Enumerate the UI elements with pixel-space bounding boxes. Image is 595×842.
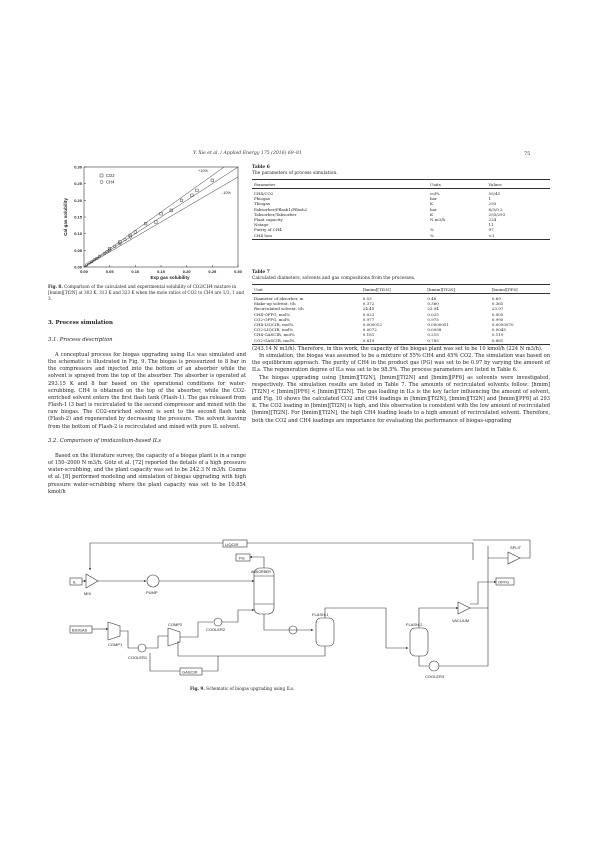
label-offg: OFFG <box>498 579 510 585</box>
table-cell: % <box>429 227 434 233</box>
table-cell: 0.365 <box>491 301 504 307</box>
table-cell: Recirculated solvent, t/h <box>254 306 304 312</box>
absorber-column <box>254 568 274 614</box>
paragraph: Based on the literature survey, the capacity of a biogas plant is in a range of 150–2000 N m3/h. Götz et al. [72] reported the details of a high pressure water-scrubbing, and the plant capacity was set to be 242.3 N m3/h. Cozma et al. [8] performed modeling and simulation of biogas upgrading with high pressure water-scrubbing where the plant capacity was set to be 10.854 kmol/h <box>48 453 246 495</box>
label-liqcir: LIQCIR <box>225 541 239 547</box>
table-cell: CH4-GASCIR, mol% <box>254 332 295 338</box>
legend-co2-label: CO2 <box>106 173 115 178</box>
subsection-3-2-heading: 3.2. Comparison of imidazolium-based ILs <box>48 438 162 444</box>
table-cell: N m3/h <box>429 217 445 223</box>
label-flash1: FLASH-1 <box>312 612 329 617</box>
label-comp2: COMP2 <box>168 622 183 627</box>
label-split: SPLIT <box>510 545 522 550</box>
label-cooler2: COOLER2 <box>206 627 226 632</box>
table-cell: 23.94 <box>427 306 439 312</box>
table-cell: Purity of CH4 <box>254 227 282 233</box>
table-cell: 1 <box>488 196 492 202</box>
y-tick-label: 0.10 <box>74 231 82 237</box>
table-cell: 0.53 <box>362 296 372 302</box>
x-tick-label: 0.30 <box>234 269 242 274</box>
label-il: IL <box>73 579 77 585</box>
table-cell: vol% <box>429 191 440 197</box>
table-cell: 55/45 <box>488 191 501 197</box>
x-tick-label: 0.00 <box>80 269 88 274</box>
table-cell: CO2-LIQCIR, mol% <box>254 327 294 333</box>
table-cell: 0.0072 <box>362 327 377 333</box>
table-cell: 224 <box>488 217 497 223</box>
table-6-header-cell: Values <box>487 180 550 189</box>
table-cell: K <box>429 201 433 207</box>
paragraph: A conceptual process for biogas upgrading using ILs was simulated and the schematic is illustrated in Fig. 9. The biogas is pressurized to 8 bar in the compressors and injected into the bottom of an absorber while the solvent is sprayed from the top of the absorber. The absorber is operated at 293.15 K and 8 bar based on the operational conditions for water-scrubbing. CH4 is obtained on the top of the absorber, while the CO2-enriched solvent enters the first flash tank (Flash-1). The gas released from Flash-1 (3 bar) is recirculated to the second compressor and mixed with the raw biogas. The CO2-enriched solvent is sent to the second flash tank (Flash-2) and regenerated by decreasing the pressure. The solvent leaving from the bottom of Flash-2 is recirculated and mixed with pure IL solvent. <box>48 352 246 430</box>
y-tick-label: 0.00 <box>74 264 82 270</box>
y-tick-label: 0.30 <box>74 164 82 170</box>
table-cell: 0.977 <box>362 316 375 322</box>
table-cell: 0.023 <box>362 311 375 317</box>
table-cell: Tabsorber/Tabsorber <box>254 211 297 217</box>
table-cell: 23.97 <box>491 306 504 312</box>
table-cell: 0.0000070 <box>491 322 514 328</box>
minus-10-label: -10% <box>222 191 231 195</box>
table-cell: 0.881 <box>490 338 550 345</box>
table-row <box>252 233 550 240</box>
flash-2-vessel <box>410 628 428 656</box>
table-cell: 24.45 <box>362 306 375 312</box>
table-6-label: Table 6 <box>252 165 270 170</box>
x-tick-label: 0.10 <box>131 269 140 274</box>
table-cell: Pbiogas <box>254 196 270 202</box>
table-cell: Diameter of absorber, m <box>254 296 304 302</box>
label-vacuum: VACUUM <box>452 618 470 623</box>
table-cell: bar <box>429 196 437 202</box>
table-7-caption: Calculated diameters, solvents and gas compositions from the processes. <box>252 276 416 281</box>
page-number: 75 <box>524 151 531 157</box>
plus-10-label: +10% <box>198 169 208 173</box>
table-cell: 0.975 <box>427 316 439 322</box>
mix-block <box>86 574 98 588</box>
figure-8-chart <box>60 163 245 281</box>
label-flash2: FLASH-2 <box>406 622 423 627</box>
y-tick-label: 0.25 <box>74 181 82 187</box>
table-cell: CH4-LIQCIR, mol% <box>254 322 294 328</box>
paragraph: The biogas upgrading using [hmim][Tf2N], [bmim][Tf2N] and [bmim][PF6] as solvents were investigated, respectively. The simulation results are listed in Table 7. The amounts of recirculated solvents follow: [hmim][Tf2N] < [bmim][PF6] < [hmim][Tf2N]. The gas loading in ILs is the key factor influencing the amount of solvent, and Fig. 10 shows the calculated CO2 and CH4 loadings in [hmim][Tf2N], [bmim][Tf2N] and [bmim][PF6] at 293 K. The CO2 loading in [bmim][Tf2N] is high, and this observation is consistent with the low amount of recirculated [bmim][Tf2N]. For [bmim][Tf2N], the high CH4 loading leads to a high amount of recirculated solvent. Therefore, both the CO2 and CH4 loadings are importance for evaluating the performance of biogas-upgrading <box>252 374 550 424</box>
section-3-2-body <box>48 453 246 496</box>
table-cell: 0.119 <box>491 332 504 338</box>
table-cell: % <box>428 233 487 240</box>
data-point-co2 <box>196 189 199 192</box>
table-cell: CH4/CO2 <box>254 191 274 197</box>
label-cooler1: COOLER1 <box>128 655 148 660</box>
table-row <box>252 338 550 345</box>
chart-y-axis-label: Cal gas solubility <box>63 198 68 236</box>
table-cell: bar <box>429 206 437 212</box>
table-7-label: Table 7 <box>252 270 270 275</box>
cooler-2-block <box>214 618 222 626</box>
fig9-caption-label: Fig. 9. <box>190 686 205 691</box>
x-tick-label: 0.25 <box>208 269 217 274</box>
table-cell: CO2-GASCIR, mol% <box>252 338 361 345</box>
table-6-title <box>252 165 338 177</box>
table-cell: 0.0000051 <box>427 322 449 328</box>
table-cell: 0.372 <box>362 301 375 307</box>
label-cooler3: COOLER3 <box>425 674 445 679</box>
legend-co2-marker <box>100 174 103 177</box>
table-6-header-cell: Parameter <box>252 180 428 189</box>
table-cell: Pabsorber/Pflash1/Pflash2 <box>254 206 308 212</box>
label-comp1: COMP1 <box>108 642 123 647</box>
section-3-1-body <box>48 352 246 431</box>
chart-x-axis-label: Exp gas solubility <box>150 275 190 280</box>
y-tick-label: 0.20 <box>74 197 82 203</box>
table-7-header-cell: Unit <box>252 285 361 294</box>
table-6-header-cell: Units <box>428 180 487 189</box>
table-7-title <box>252 270 415 282</box>
fig8-caption-text: Comparison of the calculated and experimental solubility of CO2/CH4 mixture in [bmim][Tf2N] at 303 K, 313 K and 323 K when the mole ratios of CO2 to CH4 are 1/3, 1 and 3. <box>48 284 245 301</box>
table-6-caption: The parameters of process simulation. <box>252 171 338 176</box>
legend-ch4-label: CH4 <box>106 179 115 185</box>
data-point-co2 <box>180 199 183 202</box>
table-7-header-cell: [hmim][Tf2N] <box>361 285 426 294</box>
table-row <box>252 189 550 197</box>
right-column-body <box>252 346 550 425</box>
table-row <box>252 294 550 302</box>
label-absorber: ABSORBER <box>251 570 271 574</box>
figure-9-schematic <box>68 538 538 680</box>
table-cell: 293/293 <box>488 211 506 217</box>
x-tick-label: 0.05 <box>105 269 114 274</box>
table-cell: Plant capacity <box>254 217 283 223</box>
reference-line <box>84 177 238 267</box>
table-cell: 8/3/0.2 <box>488 206 503 212</box>
table-7-header-cell: [bmim][PF6] <box>490 285 550 294</box>
comp-1-block <box>108 622 120 640</box>
label-pump: PUMP <box>146 590 158 595</box>
subsection-3-1-heading: 3.1. Process description <box>48 337 113 343</box>
table-cell: Make-up solvent, t/h <box>254 301 296 307</box>
paragraph: (243.14 N m3/h). Therefore, in this work, the capacity of the biogas plant was set to be 10 kmol/h (224 N m3/h). <box>252 346 543 352</box>
table-cell: 0.46 <box>427 296 437 302</box>
table-cell: 0.000012 <box>362 322 382 328</box>
table-cell: 0.0058 <box>427 327 442 333</box>
split-block <box>508 552 520 564</box>
cooler-3-block <box>429 661 439 671</box>
section-3-heading: 3. Process simulation <box>48 320 113 326</box>
journal-header: Y. Xie et al. / Applied Energy 175 (2016) 69–81 <box>193 151 302 156</box>
table-cell: CH4 loss <box>252 233 428 240</box>
figure-8-caption <box>48 284 246 302</box>
table-6 <box>252 179 550 240</box>
table-7-header-cell: [bmim][Tf2N] <box>425 285 490 294</box>
label-mix: MIX <box>84 591 92 596</box>
table-cell: K <box>429 211 433 217</box>
table-cell: 0.360 <box>427 301 439 307</box>
data-point-co2 <box>211 179 214 182</box>
table-cell: 0.025 <box>427 311 439 317</box>
table-cell: 0.215 <box>427 332 439 338</box>
table-cell: 0.69 <box>491 296 501 302</box>
table-7 <box>252 284 550 345</box>
table-cell: 0.0045 <box>491 327 506 333</box>
x-tick-label: 0.20 <box>182 269 191 274</box>
label-pg: PG <box>239 555 245 561</box>
x-tick-label: 0.15 <box>157 269 165 274</box>
table-cell: 0.785 <box>425 338 490 345</box>
table-cell: CO2-OFFG, mol% <box>254 316 290 322</box>
paragraph: In simulation, the biogas was assumed to be a mixture of 55% CH4 and 45% CO2. The simulation was based on the equilibrium approach. The purity of CH4 in the product gas (PG) was set to be 0.97 by varying the amount of ILs. The regeneration degree of ILs was set to be 98.5%. The process parameters are listed in Table 6. <box>252 353 550 374</box>
table-cell: Tbiogas <box>254 201 270 207</box>
vacuum-block <box>458 602 470 614</box>
table-cell: Nstage <box>254 222 269 228</box>
fig9-caption-text: Schematic of biogas upgrading using ILs. <box>206 686 295 691</box>
y-tick-label: 0.05 <box>74 247 82 253</box>
table-cell: 0.819 <box>361 338 426 345</box>
pump-block <box>147 575 159 587</box>
table-cell: 0.995 <box>491 316 504 322</box>
table-cell: 0.181 <box>362 332 375 338</box>
table-cell: 293 <box>488 201 497 207</box>
chart-legend <box>100 173 115 185</box>
table-cell: CH4-OFFG, mol% <box>254 311 291 317</box>
cooler-1-block <box>138 644 146 652</box>
table-cell: 97 <box>488 227 494 233</box>
y-tick-label: 0.15 <box>74 214 82 220</box>
table-cell: 11 <box>488 222 494 228</box>
fig8-caption-label: Fig. 8. <box>48 284 63 289</box>
table-cell: <1 <box>487 233 550 240</box>
label-biogas: BIOGAS <box>72 627 88 633</box>
legend-ch4-marker <box>100 181 103 184</box>
flash-1-vessel <box>316 618 334 646</box>
label-gascir: GASCIR <box>182 669 198 675</box>
figure-9-caption <box>190 686 294 692</box>
table-cell: 0.005 <box>491 311 504 317</box>
